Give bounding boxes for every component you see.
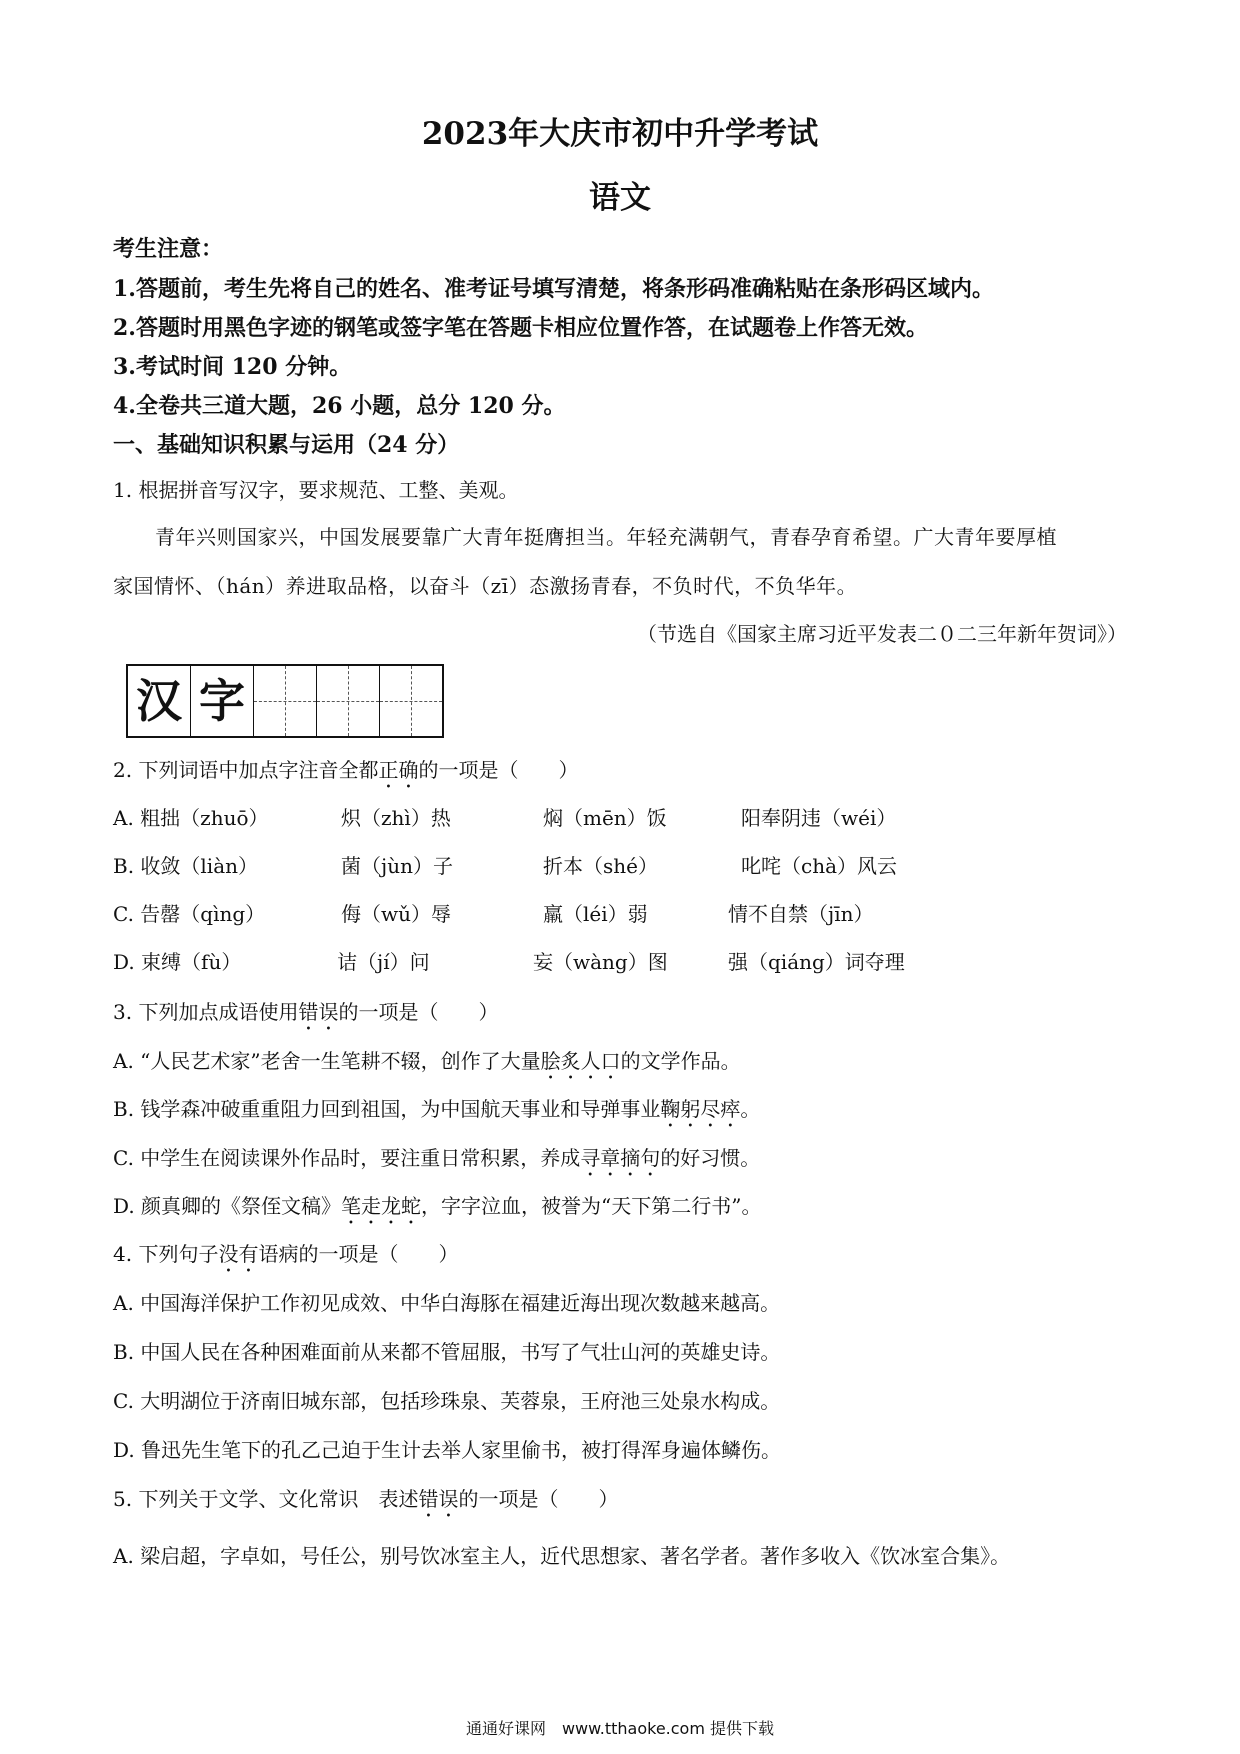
q3-option: C. 中学生在阅读课外作品时，要注重日常积累，养成寻章摘句的好习惯。 <box>113 1146 761 1170</box>
q2-option: B. 收敛（liàn） <box>113 854 259 878</box>
q2-option: 诘（jí）问 <box>337 950 430 974</box>
q3-option: B. 钱学森冲破重重阻力回到祖国，为中国航天事业和导弹事业鞠躬尽瘁。 <box>113 1097 761 1121</box>
q2-option: A. 粗拙（zhuō） <box>113 806 269 830</box>
writing-grid <box>126 664 444 738</box>
notice-item: 3.考试时间 120 分钟。 <box>113 354 352 380</box>
grid-cell-blank <box>317 666 380 736</box>
q2-option: 阳奉阴违（wéi） <box>741 806 897 830</box>
q4-option: C. 大明湖位于济南旧城东部，包括珍珠泉、芙蓉泉，王府池三处泉水构成。 <box>113 1389 781 1413</box>
q3-option: D. 颜真卿的《祭侄文稿》笔走龙蛇，字字泣血，被誉为“天下第二行书”。 <box>113 1194 762 1218</box>
q2-option: 折本（shé） <box>543 854 658 878</box>
grid-cell: 汉 <box>128 666 191 736</box>
q4-stem: 4. 下列句子没有语病的一项是（ ） <box>113 1242 459 1266</box>
q1-passage-line: 家国情怀、（hán）养进取品格，以奋斗（zī）态激扬青春，不负时代，不负华年。 <box>113 574 858 598</box>
emphasis-text: 脍炙人口 <box>540 1049 621 1073</box>
notice-heading: 考生注意： <box>113 236 224 262</box>
emphasis-text: 没有 <box>218 1242 259 1266</box>
q2-option: 强（qiáng）词夺理 <box>728 950 905 974</box>
emphasis-text: 正确 <box>378 758 419 782</box>
emphasis-text: 笔走龙蛇 <box>341 1194 422 1218</box>
notice-item: 2.答题时用黑色字迹的钢笔或签字笔在答题卡相应位置作答，在试题卷上作答无效。 <box>113 315 928 341</box>
q5-stem: 5. 下列关于文学、文化常识 表述错误的一项是（ ） <box>113 1487 619 1511</box>
q2-option: D. 束缚（fù） <box>113 950 242 974</box>
q2-option: 妄（wàng）图 <box>533 950 668 974</box>
q4-option: D. 鲁迅先生笔下的孔乙己迫于生计去举人家里偷书，被打得浑身遍体鳞伤。 <box>113 1438 782 1462</box>
q4-option: A. 中国海洋保护工作初见成效、中华白海豚在福建近海出现次数越来越高。 <box>113 1291 781 1315</box>
q2-stem: 2. 下列词语中加点字注音全都正确的一项是（ ） <box>113 758 579 782</box>
q2-option: 情不自禁（jīn） <box>728 902 874 926</box>
q2-option: 侮（wǔ）辱 <box>341 902 451 926</box>
q2-option: 羸（léi）弱 <box>543 902 648 926</box>
emphasis-text: 鞠躬尽瘁 <box>660 1097 741 1121</box>
section-heading: 一、基础知识积累与运用（24 分） <box>113 432 460 458</box>
grid-cell-blank <box>254 666 317 736</box>
notice-item: 4.全卷共三道大题，26 小题，总分 120 分。 <box>113 393 566 419</box>
footer-credit: 通通好课网 www.tthaoke.com 提供下载 <box>465 1719 775 1738</box>
q2-option: 炽（zhì）热 <box>341 806 451 830</box>
q2-option: 菌（jùn）子 <box>341 854 453 878</box>
q1-source: （节选自《国家主席习近平发表二０二三年新年贺词》） <box>637 622 1127 646</box>
exam-subject: 语文 <box>589 180 651 216</box>
q4-option: B. 中国人民在各种困难面前从来都不管屈服，书写了气壮山河的英雄史诗。 <box>113 1340 781 1364</box>
emphasis-text: 错误 <box>418 1487 459 1511</box>
notice-item: 1.答题前，考生先将自己的姓名、准考证号填写清楚，将条形码准确粘贴在条形码区域内。 <box>113 276 994 302</box>
q5-option: A. 梁启超，字卓如，号任公，别号饮冰室主人，近代思想家、著名学者。著作多收入《饮冰室合集》。 <box>113 1544 1011 1568</box>
q2-option: 焖（mēn）饭 <box>543 806 667 830</box>
grid-cell-blank <box>380 666 442 736</box>
emphasis-text: 寻章摘句 <box>580 1146 661 1170</box>
exam-title: 2023年大庆市初中升学考试 <box>421 116 819 152</box>
grid-cell: 字 <box>191 666 254 736</box>
emphasis-text: 错误 <box>298 1000 339 1024</box>
q3-option: A. “人民艺术家”老舍一生笔耕不辍，创作了大量脍炙人口的文学作品。 <box>113 1049 741 1073</box>
q1-passage-line: 青年兴则国家兴，中国发展要靠广大青年挺膺担当。年轻充满朝气，青春孕育希望。广大青年要厚植 <box>155 525 1057 549</box>
q1-stem: 1. 根据拼音写汉字，要求规范、工整、美观。 <box>113 478 519 502</box>
q2-option: 叱咤（chà）风云 <box>741 854 898 878</box>
q2-option: C. 告罄（qìng） <box>113 902 266 926</box>
q3-stem: 3. 下列加点成语使用错误的一项是（ ） <box>113 1000 499 1024</box>
